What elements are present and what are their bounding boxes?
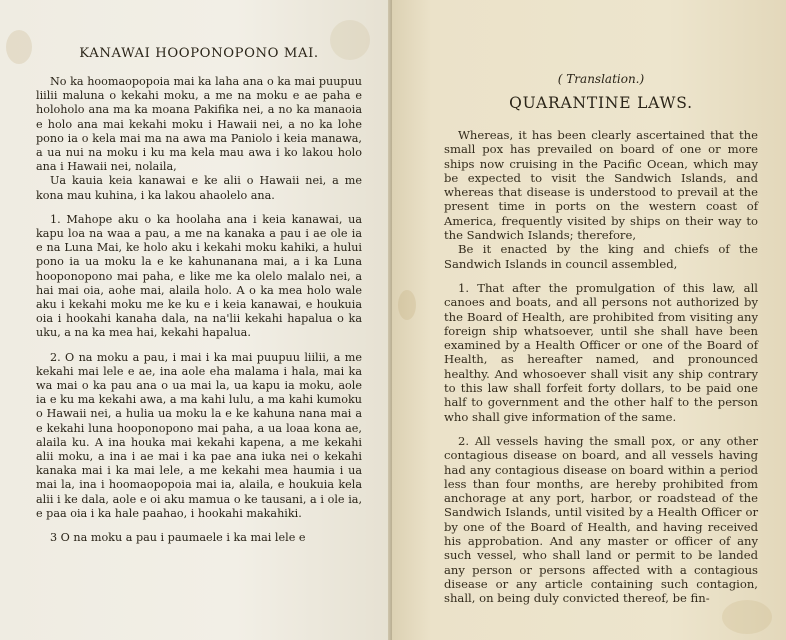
- paper-stain: [398, 290, 416, 320]
- left-page: [0, 0, 392, 640]
- right-paragraph-section-1: 1. That after the promulgation of this law, all canoes and boats, and all persons not authorized by the Board of Health, are prohibited from visiting any foreign ship whatsoever, until she shall have been examined by a Health Officer or one of the Board of Health, as hereafter named, and pronounced healthy. And whosoever shall visit any ship contrary to this law shall forfeit forty dollars, to be paid one half to government and the other half to the person who shall give information of the same.: [444, 280, 758, 424]
- left-paragraph-preamble: No ka hoomaopopoia mai ka laha ana o ka mai puupuu liilii maluna o kekahi moku, a me na moku e ae paha e holoholo ana ma ka moana Pakifika nei, a no ka manaoia e holo ana mai kekahi moku i Hawaii nei, a no ka lohe pono ia o kela mai ma na awa ma Paniolo i keia manawa, a ua nui na moku i ku ma kela mau awa i ko lakou holo ana i Hawaii nei, nolaila,: [36, 75, 362, 174]
- right-paragraph-preamble: Whereas, it has been clearly ascertained that the small pox has prevailed on board of one or more ships now cruising in the Pacific Ocean, which may be expected to visit the Sandwich Islands, and whereas that disease is understood to prevail at the present time in ports on the western coast of America, frequently visited by ships on their way to the Sandwich Islands; therefore,: [444, 128, 758, 243]
- left-paragraph-section-3: 3 O na moku a pau i paumaele i ka mai lele e: [50, 531, 306, 545]
- paper-stain: [330, 20, 370, 60]
- right-paragraph-enactment: Be it enacted by the king and chiefs of the Sandwich Islands in council assembled,: [444, 242, 758, 271]
- paper-stain: [722, 600, 772, 634]
- left-paragraph-section-2: 2. O na moku a pau, i mai i ka mai puupuu liilii, a me kekahi mai lele e ae, ina aole eha malama i hala, mai ka wa mai o ka pau ana o ua mai la, ua kapu ia moku, aole ia e ku ma kekahi awa, a ma kahi lulu, a ma kahi kumoku o Hawaii nei, a hulia ua moku la e ke kahuna nana mai a e kekahi luna hooponopono mai paha, a ua loaa kona ae, alaila ku. A ina houka mai kekahi kapena, a me kekahi alii moku, a ina i ae mai i ka pae ana iuka nei o kekahi kanaka mai i ka mai lele, a me kekahi mea haumia i ua mai la, ina i hoomaopopoia mai ia, alaila, e houkuia kela alii i ke dala, aole e oi aku mamua o ke tausani, a i ole ia, e paa oia i ka hale paahao, i hookahi makahiki.: [36, 350, 362, 520]
- left-paragraph-section-1: 1. Mahope aku o ka hoolaha ana i keia kanawai, ua kapu loa na waa a pau, a me na kanaka a pau i ae ole ia e na Luna Mai, ke holo aku i kekahi moku kahiki, a hului pono ia ua moku la e ke kahunanana mai, a i ka Luna hooponopono mai paha, e like me ka olelo malalo nei, a hai mai oia, aohe mai, alaila holo. A o ka mea holo wale aku i kekahi moku me ke ku e i keia kanawai, e houkuia oia i hookahi kanaha dala, na na'lii kekahi hapalua o ka uku, a na ka mea hai, kekahi hapalua.: [36, 212, 362, 340]
- right-page: [392, 0, 786, 640]
- translation-subtitle: ( Translation.): [557, 72, 645, 86]
- left-paragraph-enactment: Ua kauia keia kanawai e ke alii o Hawaii nei, a me kona mau kuhina, i ka lakou ahaolelo ana.: [36, 174, 362, 202]
- right-paragraph-section-2: 2. All vessels having the small pox, or any other contagious disease on board, and all vessels having had any contagious disease on board within a period less than four months, are hereby prohibited from anchorage at any port, harbor, or roadstead of the Sandwich Islands, until visited by a Health Officer or by one of the Board of Health, and having received his approbation. And any master or officer of any such vessel, who shall land or permit to be landed any person or persons affected with a contagious disease or any article containing such contagion, shall, on being duly convicted thereof, be fin-: [444, 433, 758, 606]
- right-page-title: QUARANTINE LAWS.: [509, 94, 693, 112]
- paper-stain: [6, 30, 32, 64]
- left-page-title: KANAWAI HOOPONOPONO MAI.: [79, 46, 319, 61]
